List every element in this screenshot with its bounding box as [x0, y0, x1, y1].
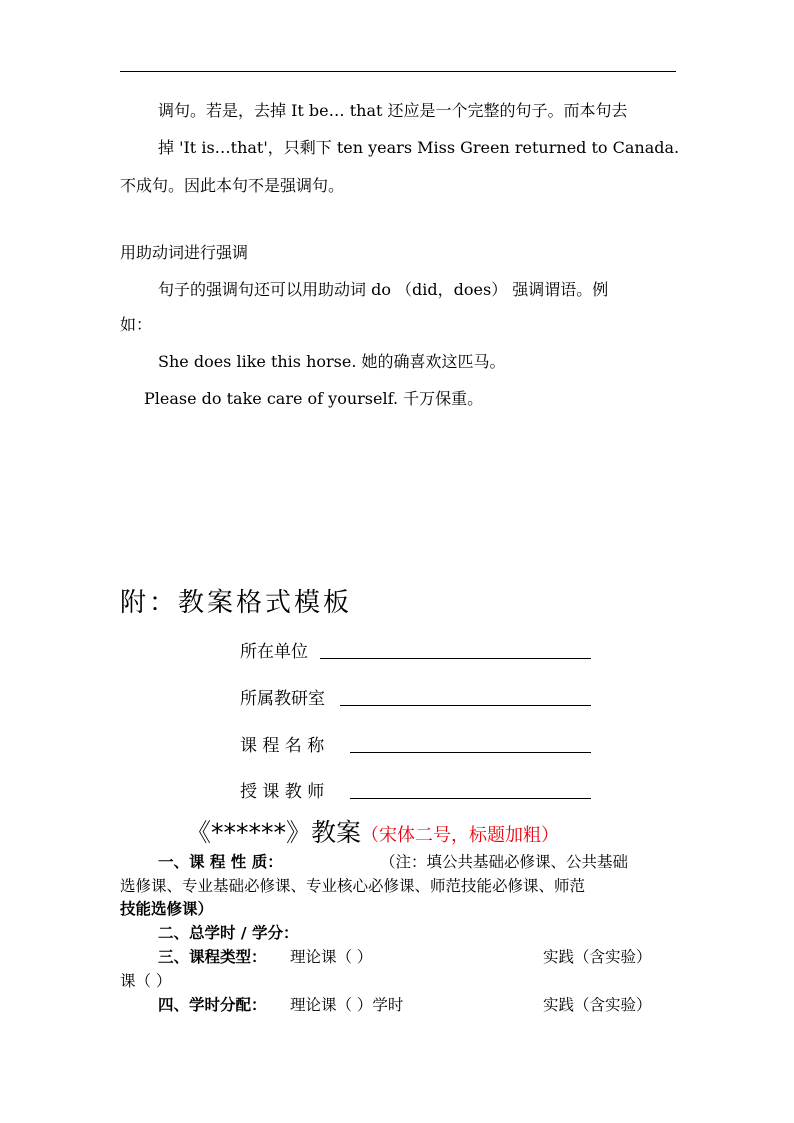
item-3-tail: 课（ ） — [120, 972, 172, 990]
field-line-teacher — [350, 798, 591, 799]
auxiliary-para-line-2: 如： — [120, 315, 153, 334]
item-3-practice: 实践（含实验） — [543, 948, 652, 966]
field-label-teacher: 授 课 教 师 — [240, 782, 325, 802]
continuation-line-3: 不成句。因此本句不是强调句。 — [120, 176, 345, 195]
field-line-unit — [320, 658, 591, 659]
field-line-office — [340, 705, 591, 706]
item-3-label: 三、课程类型： — [158, 948, 267, 966]
item-1-note-line-1: （注：填公共基础必修课、公共基础 — [380, 853, 629, 871]
item-4-practice: 实践（含实验） — [543, 996, 652, 1014]
continuation-line-1: 调句。若是，去掉 It be… that 还应是一个完整的句子。而本句去 — [158, 101, 628, 120]
item-4-label: 四、学时分配： — [158, 996, 267, 1014]
lesson-plan-title-note: （宋体二号，标题加粗） — [361, 825, 560, 846]
item-1-note-line-2: 选修课、专业基础必修课、专业核心必修课、师范技能必修课、师范 — [120, 877, 586, 895]
lesson-plan-title-row — [186, 813, 559, 849]
item-4-theory: 理论课（ ）学时 — [290, 996, 404, 1014]
example-sentence-1: She does like this horse. 她的确喜欢这匹马。 — [158, 352, 506, 371]
field-label-unit: 所在单位 — [240, 642, 308, 662]
item-3-theory: 理论课（ ） — [290, 948, 373, 966]
auxiliary-para-line-1: 句子的强调句还可以用助动词 do （did，does） 强调谓语。例 — [158, 280, 609, 299]
auxiliary-heading: 用助动词进行强调 — [120, 243, 249, 262]
lesson-plan-title: 《******》教案 — [186, 818, 362, 847]
appendix-heading: 附：教案格式模板 — [120, 588, 353, 618]
continuation-line-2: 掉 'It is…that'，只剩下 ten years Miss Green returned to Canada. — [158, 138, 680, 157]
field-label-office: 所属教研室 — [240, 689, 325, 709]
field-line-course — [350, 752, 591, 753]
item-2-label: 二、总学时 / 学分： — [158, 924, 299, 942]
item-1-label: 一、课 程 性 质： — [158, 853, 283, 871]
item-1-note-line-3: 技能选修课） — [120, 900, 214, 918]
field-label-course: 课 程 名 称 — [240, 736, 325, 756]
example-sentence-2: Please do take care of yourself. 千万保重。 — [144, 389, 484, 408]
header-rule — [120, 71, 676, 72]
